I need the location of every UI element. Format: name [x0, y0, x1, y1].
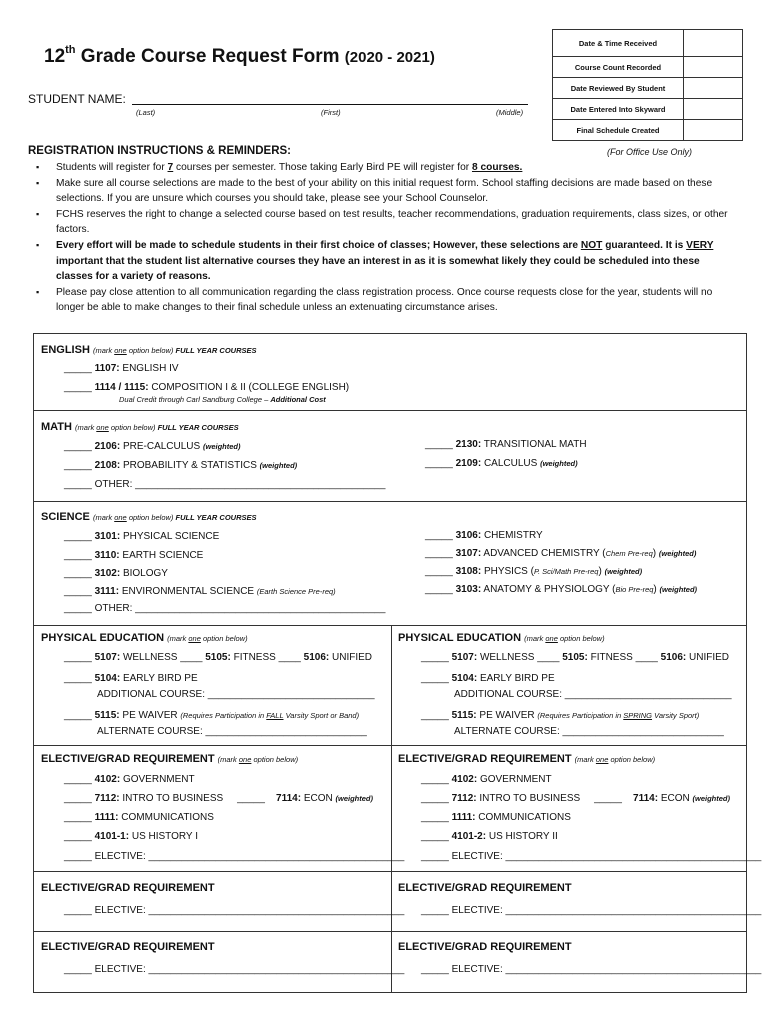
- math-option-2106[interactable]: _____ 2106: PRE-CALCULUS (weighted): [64, 441, 241, 452]
- math-option-2108[interactable]: _____ 2108: PROBABILITY & STATISTICS (weighted): [64, 460, 298, 471]
- science-option-3110[interactable]: _____ 3110: EARTH SCIENCE: [64, 550, 204, 561]
- divider: [34, 410, 746, 411]
- pe-earlybird-sem2[interactable]: _____ 5104: EARLY BIRD PE: [421, 673, 555, 684]
- english-option-1114[interactable]: _____ 1114 / 1115: COMPOSITION I & II (COLLEGE ENGLISH): [64, 382, 350, 393]
- math-other-field[interactable]: _____ OTHER: _____________________________________________: [64, 479, 386, 490]
- pe-heading-sem1: PHYSICAL EDUCATION (mark one option below): [41, 632, 248, 644]
- list-item: ▪ FCHS reserves the right to change a selected course based on test results, teacher recommendations, graduation requirements, class sizes, or other factors.: [36, 207, 734, 238]
- sub-first: (First): [321, 108, 341, 117]
- column-divider: [391, 625, 392, 992]
- divider: [34, 745, 746, 746]
- science-heading: SCIENCE (mark one option below) FULL YEAR COURSES: [41, 511, 257, 523]
- math-option-2130[interactable]: _____ 2130: TRANSITIONAL MATH: [425, 439, 587, 450]
- science-option-3103[interactable]: _____ 3103: ANATOMY & PHYSIOLOGY (Bio Pre-req) (weighted): [425, 584, 698, 595]
- elective-heading-2-sem1: ELECTIVE/GRAD REQUIREMENT: [41, 882, 215, 894]
- elective-option-1111-sem1[interactable]: _____ 1111: COMMUNICATIONS: [64, 812, 214, 823]
- science-option-3108[interactable]: _____ 3108: PHYSICS (P. Sci/Math Pre-req) (weighted): [425, 566, 643, 577]
- math-heading: MATH (mark one option below) FULL YEAR COURSES: [41, 421, 239, 433]
- science-option-3102[interactable]: _____ 3102: BIOLOGY: [64, 568, 168, 579]
- elective-option-4102-sem1[interactable]: _____ 4102: GOVERNMENT: [64, 774, 195, 785]
- elective-option-7112-sem2[interactable]: _____ 7112: INTRO TO BUSINESS _____ 7114: ECON (weighted): [421, 793, 730, 804]
- office-course-count: Course Count Recorded: [553, 57, 684, 78]
- list-item: ▪ Please pay close attention to all communication regarding the class registration process. Once course requests close for the year, students will no longer be able to make changes to their final schedule unless an extenuating circumstance arises.: [36, 285, 734, 316]
- pe-alternate-sem1[interactable]: ALTERNATE COURSE: _____________________________: [97, 726, 367, 737]
- math-option-2109[interactable]: _____ 2109: CALCULUS (weighted): [425, 458, 578, 469]
- office-field[interactable]: [684, 30, 743, 57]
- elective-option-7112-sem1[interactable]: _____ 7112: INTRO TO BUSINESS _____ 7114: ECON (weighted): [64, 793, 373, 804]
- office-field[interactable]: [684, 57, 743, 78]
- elective-option-1111-sem2[interactable]: _____ 1111: COMMUNICATIONS: [421, 812, 571, 823]
- science-option-3101[interactable]: _____ 3101: PHYSICAL SCIENCE: [64, 531, 220, 542]
- divider: [34, 931, 746, 932]
- pe-additional-sem1[interactable]: ADDITIONAL COURSE: ______________________________: [97, 689, 375, 700]
- divider: [34, 871, 746, 872]
- elective-heading-sem1: ELECTIVE/GRAD REQUIREMENT (mark one option below): [41, 753, 299, 765]
- instructions-list: [36, 160, 734, 316]
- office-use-table: [552, 29, 743, 141]
- science-option-3111[interactable]: _____ 3111: ENVIRONMENTAL SCIENCE (Earth Science Pre-req): [64, 586, 336, 597]
- elective-heading-3-sem1: ELECTIVE/GRAD REQUIREMENT: [41, 941, 215, 953]
- elective-option-4101-2[interactable]: _____ 4101-2: US HISTORY II: [421, 831, 558, 842]
- office-use-note: (For Office Use Only): [607, 147, 693, 157]
- office-date-reviewed: Date Reviewed By Student: [553, 78, 684, 99]
- list-item: ▪ Every effort will be made to schedule students in their first choice of classes; However, these selections are NOT guaranteed. It is VERY important that the student list alternative courses they have an interest in as it is somewhat likely they could be scheduled into these classes for a variety of reasons.: [36, 238, 734, 285]
- office-field[interactable]: [684, 99, 743, 120]
- elective-heading-3-sem2: ELECTIVE/GRAD REQUIREMENT: [398, 941, 572, 953]
- divider: [34, 501, 746, 502]
- pe-options-sem2[interactable]: _____ 5107: WELLNESS ____ 5105: FITNESS ____ 5106: UNIFIED: [421, 652, 729, 663]
- elective-field-2-sem1[interactable]: _____ ELECTIVE: ______________________________________________: [64, 905, 405, 916]
- science-option-3106[interactable]: _____ 3106: CHEMISTRY: [425, 530, 543, 541]
- elective-field-sem1[interactable]: _____ ELECTIVE: ______________________________________________: [64, 851, 405, 862]
- elective-heading-sem2: ELECTIVE/GRAD REQUIREMENT (mark one option below): [398, 753, 656, 765]
- science-other-field[interactable]: _____ OTHER: _____________________________________________: [64, 603, 386, 614]
- pe-alternate-sem2[interactable]: ALTERNATE COURSE: _____________________________: [454, 726, 724, 737]
- page-title: 12th Grade Course Request Form (2020 - 2021): [44, 44, 435, 67]
- instructions-heading: REGISTRATION INSTRUCTIONS & REMINDERS:: [28, 145, 292, 157]
- elective-heading-2-sem2: ELECTIVE/GRAD REQUIREMENT: [398, 882, 572, 894]
- course-request-form: [33, 333, 762, 993]
- student-name-label: STUDENT NAME:: [28, 92, 126, 106]
- sub-last: (Last): [136, 108, 156, 117]
- office-final-schedule: Final Schedule Created: [553, 120, 684, 141]
- elective-field-3-sem1[interactable]: _____ ELECTIVE: ______________________________________________: [64, 964, 405, 975]
- sub-middle: (Middle): [496, 108, 524, 117]
- divider: [34, 625, 746, 626]
- pe-additional-sem2[interactable]: ADDITIONAL COURSE: ______________________________: [454, 689, 732, 700]
- elective-field-sem2[interactable]: _____ ELECTIVE: ______________________________________________: [421, 851, 762, 862]
- pe-waiver-sem1[interactable]: _____ 5115: PE WAIVER (Requires Participation in FALL Varsity Sport or Band): [64, 710, 360, 721]
- elective-field-3-sem2[interactable]: _____ ELECTIVE: ______________________________________________: [421, 964, 762, 975]
- english-option-1107[interactable]: _____ 1107: ENGLISH IV: [64, 363, 179, 374]
- elective-option-4101-1[interactable]: _____ 4101-1: US HISTORY I: [64, 831, 198, 842]
- office-field[interactable]: [684, 120, 743, 141]
- office-field[interactable]: [684, 78, 743, 99]
- office-date-received: Date & Time Received: [553, 30, 684, 57]
- science-option-3107[interactable]: _____ 3107: ADVANCED CHEMISTRY (Chem Pre-req) (weighted): [425, 548, 697, 559]
- pe-waiver-sem2[interactable]: _____ 5115: PE WAIVER (Requires Participation in SPRING Varsity Sport): [421, 710, 700, 721]
- list-item: ▪ Students will register for 7 courses per semester. Those taking Early Bird PE will register for 8 courses.: [36, 160, 734, 176]
- pe-heading-sem2: PHYSICAL EDUCATION (mark one option below): [398, 632, 605, 644]
- english-heading: ENGLISH (mark one option below) FULL YEAR COURSES: [41, 344, 257, 356]
- office-date-entered: Date Entered Into Skyward: [553, 99, 684, 120]
- elective-option-4102-sem2[interactable]: _____ 4102: GOVERNMENT: [421, 774, 552, 785]
- pe-options-sem1[interactable]: _____ 5107: WELLNESS ____ 5105: FITNESS ____ 5106: UNIFIED: [64, 652, 372, 663]
- student-name-field[interactable]: [132, 104, 528, 105]
- pe-earlybird-sem1[interactable]: _____ 5104: EARLY BIRD PE: [64, 673, 198, 684]
- english-dual-credit-note: Dual Credit through Carl Sandburg College – Additional Cost: [119, 395, 326, 404]
- elective-field-2-sem2[interactable]: _____ ELECTIVE: ______________________________________________: [421, 905, 762, 916]
- list-item: ▪ Make sure all course selections are made to the best of your ability on this initial request form. School staffing decisions are made based on these selections. If you are unsure which courses you should take, please see your School Counselor.: [36, 176, 734, 207]
